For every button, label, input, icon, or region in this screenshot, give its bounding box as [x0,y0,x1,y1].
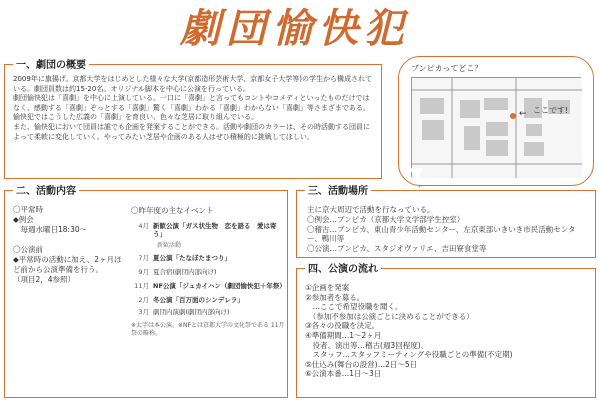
event-month: 11月 [134,282,149,290]
schedule-line: （項目2，4参照） [13,275,76,284]
schedule-line: 〇公演前 [13,245,43,254]
event-text: 新歓公演「ガス状生物 恋を語る 愛は寄う」 [153,222,277,238]
events-title: 〇昨年度の主なイベント [131,206,214,215]
event-month: 2月 [138,296,149,304]
activities-panel [4,186,288,398]
venue-panel [296,186,596,258]
map-bubble [398,56,594,186]
overview-heading: 一、劇団の概要 [13,56,89,71]
event-row [131,268,285,276]
events-note: ※太字は本公演。※NFとは京都大学の文化祭である 11月祭の略称。 [131,322,285,337]
flow-line: 役者、演出等…稽古(週3回程度)、 [305,340,429,350]
event-text: 冬公演「百万面のシンデレラ」 [153,296,244,304]
here-label: ここです! [533,106,569,115]
arrow-icon: ← [519,109,527,119]
event-text: NF公演「ジュカイハン（劇団愉快犯＋年祭） [153,282,286,290]
flow-line: ③各々の役職を決定。 [305,321,380,331]
overview-paragraph: 2009年に旗揚げ。京都大学をはじめとした様々な大学(京都造形芸術大学、京都女子大学等)の学生から構成されている。劇団員数は約15-20名。オリジナル脚本を中心に公演を行っている。 [13,75,372,93]
event-month: 3月 [138,308,149,316]
flow-line: ⑥公演本番…1日～3日 [305,369,382,379]
flow-line: （参加不参加は公演ごとに決めることができる） [305,311,474,321]
schedule-line: 〇平常時 [13,205,43,214]
speech-tail-fill [409,168,422,183]
event-row [131,296,285,304]
schedule-line [13,235,123,245]
venue-line: 〇稽古…ブンピカ、東山青少年活動センター、左京東部いきいき市民活動センター、鴨川等 [307,224,576,244]
flow-panel [296,264,596,398]
page-title: 劇団愉快犯 [180,5,410,52]
venue-line: 〇例会…ブンピカ（京都大学文学部学生控室） [307,214,465,224]
schedule-line: ◆平常時の活動に加え、2ヶ月ほど前から公演準備を行う。 [13,255,122,274]
flow-line: ④準備期間…1～2ヶ月 [305,330,382,340]
flow-heading: 四、公演の流れ [305,260,381,275]
flow-line: ①企画を発案 [305,283,350,292]
event-sub: 新歓活動 [157,242,182,249]
activities-schedule [13,205,123,285]
flow-line: ②参加者を募る。 [305,292,365,302]
venue-body [307,205,589,254]
flow-line: …ここで希望役職を聞く。 [305,302,403,312]
event-month: 9月 [138,268,149,276]
overview-paragraph: また、愉快犯において団員は誰でも企画を発案することができる。活動や劇団のカラーは、その時活動する団員によって柔軟に変化していく。やってみたい芝居や企画のある人はぜひ積極的に挑戦してほしい。 [13,122,370,141]
venue-line: 〇公演…ブンピカ、スタジオヴァリエ、吉田寮食堂等 [307,244,487,254]
event-row [131,254,285,262]
venue-heading: 三、活動場所 [305,182,371,197]
event-month: 7月 [138,254,149,262]
overview-panel [4,60,382,179]
event-text: 劇団内演劇(劇団内部向け) [153,308,230,316]
flow-body [305,283,589,379]
schedule-line: 毎週水曜日18:30～ [13,225,88,234]
event-row [131,222,285,238]
schedule-line: ◆例会 [13,215,34,224]
activities-heading: 二、活動内容 [13,182,79,197]
event-text: 夏合宿(劇団内部向け) [153,268,217,276]
events-list [131,205,285,338]
flow-line: スタッフ…スタッフミーティングや役職ごとの準備(不定期) [305,350,513,360]
map-question: ブンピカってどこ？ [411,64,483,73]
event-text: 夏公演「たなぼたまつり」 [153,254,231,262]
event-month: 4月 [138,222,149,230]
overview-body [13,75,375,142]
overview-paragraph: 劇団愉快犯は「喜劇」を中心に上演している。一口に「喜劇」と言ってもコントやコメディといったものだけではなく、感動する「喜劇」ぞっとする「喜劇」驚く「喜劇」わかる「喜劇」わからない「喜劇」等さまざまである。愉快犯ではこうした広義の「喜劇」を育良い、色々な芝居に取り組んでいる。 [13,94,370,122]
flow-line: ⑤仕込み(舞台の設営)…2日～5日 [305,359,418,369]
event-row [131,308,285,316]
campus-map [411,77,581,177]
venue-line: 主に京大周辺で活動を行なっている。 [307,205,435,214]
event-row [131,282,285,290]
campus-map-drawing [412,78,582,178]
